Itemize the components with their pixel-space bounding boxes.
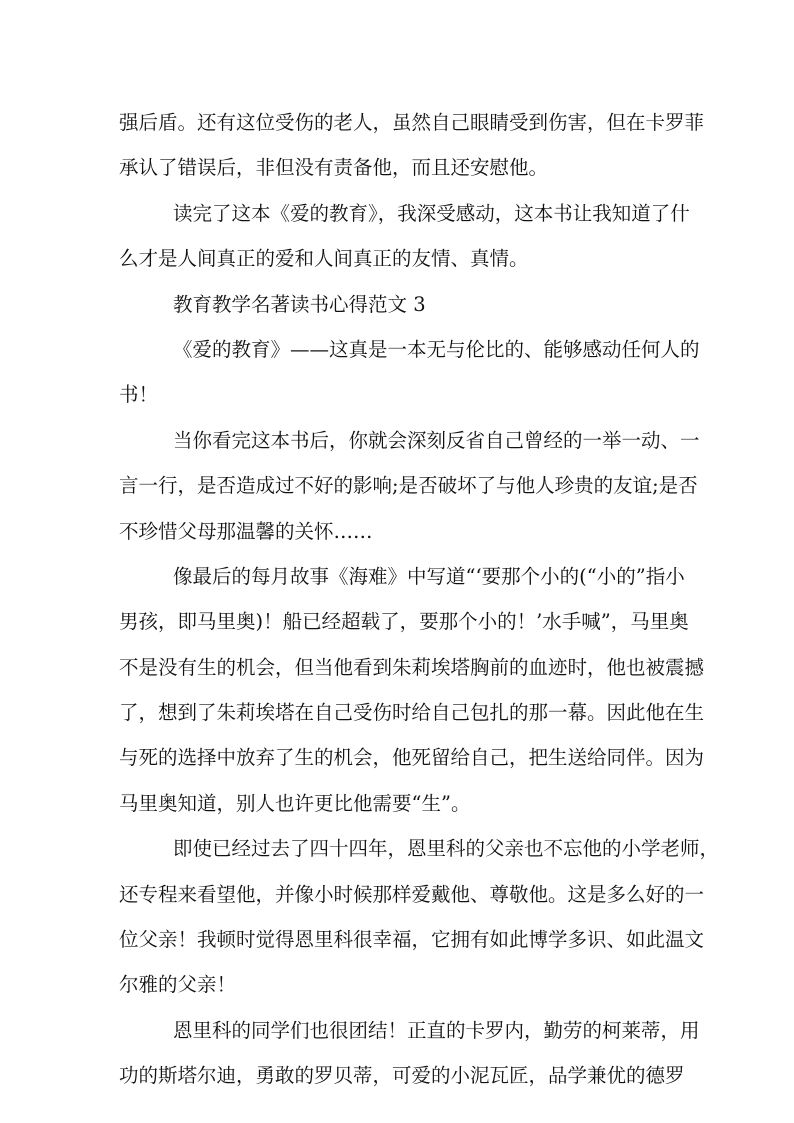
- document-body: [119, 100, 720, 1099]
- text-line: 恩里科的同学们也很团结！正直的卡罗内，勤劳的柯莱蒂，用: [173, 1018, 700, 1042]
- text-line: 位父亲！我顿时觉得恩里科很幸福，它拥有如此博学多识、如此温文: [119, 928, 705, 952]
- text-line: 即使已经过去了四十四年，恩里科的父亲也不忘他的小学老师，: [173, 837, 720, 861]
- text-line: 尔雅的父亲！: [119, 973, 237, 997]
- section-heading: 教育教学名著读书心得范文 3: [173, 292, 426, 316]
- text-line: 男孩，即马里奥)！船已经超载了，要那个小的！’水手喊”，马里奥: [119, 610, 689, 634]
- text-line: 不珍惜父母那温馨的关怀……: [119, 519, 373, 543]
- text-line: 不是没有生的机会，但当他看到朱莉埃塔胸前的血迹时，他也被震撼: [119, 655, 705, 679]
- text-line: 与死的选择中放弃了生的机会，他死留给自己，把生送给同伴。因为: [119, 746, 705, 770]
- text-line: 《爱的教育》——这真是一本无与伦比的、能够感动任何人的: [173, 337, 700, 361]
- text-line: 承认了错误后，非但没有责备他，而且还安慰他。: [119, 156, 549, 180]
- text-line: 言一行，是否造成过不好的影响;是否破坏了与他人珍贵的友谊;是否: [119, 474, 698, 498]
- text-line: 还专程来看望他，并像小时候那样爱戴他、尊敬他。这是多么好的一: [119, 882, 705, 906]
- text-line: 当你看完这本书后，你就会深刻反省自己曾经的一举一动、一: [173, 428, 700, 452]
- text-line: 功的斯塔尔迪，勇敢的罗贝蒂，可爱的小泥瓦匠，品学兼优的德罗: [119, 1064, 685, 1088]
- text-line: 读完了这本《爱的教育》，我深受感动，这本书让我知道了什: [173, 201, 690, 225]
- text-line: 像最后的每月故事《海难》中写道“‘要那个小的(“小的”指小: [173, 564, 685, 588]
- text-line: 了，想到了朱莉埃塔在自己受伤时给自己包扎的那一幕。因此他在生: [119, 701, 705, 725]
- text-line: 强后盾。还有这位受伤的老人，虽然自己眼睛受到伤害，但在卡罗菲: [119, 111, 705, 134]
- text-line: 马里奥知道，别人也许更比他需要“生”。: [119, 791, 471, 815]
- text-line: 么才是人间真正的爱和人间真正的友情、真情。: [119, 247, 529, 271]
- text-line: 书！: [119, 383, 159, 407]
